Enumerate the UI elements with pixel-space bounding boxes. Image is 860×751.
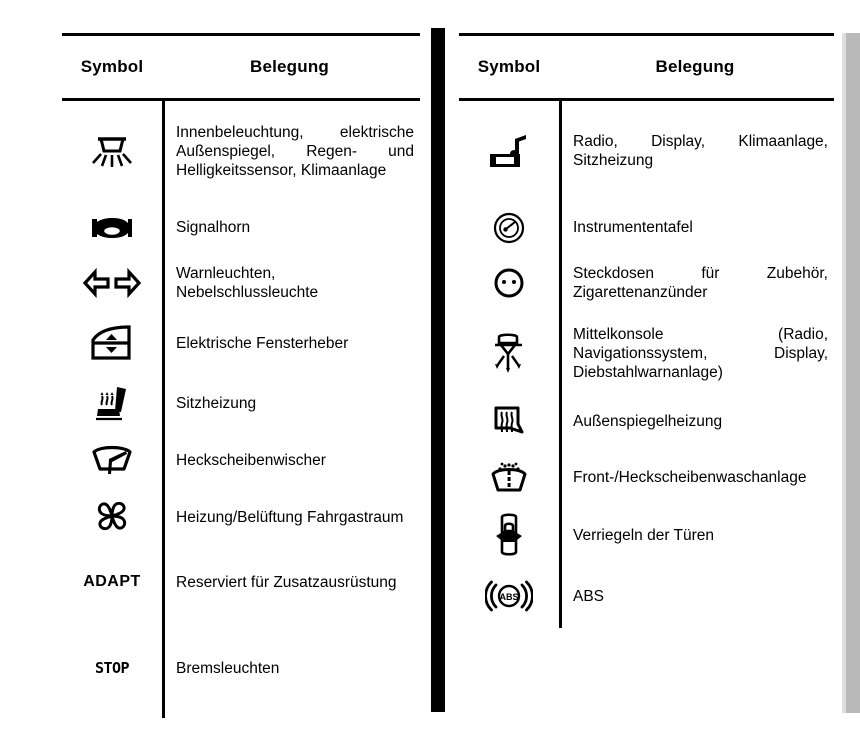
power-socket-icon xyxy=(491,265,527,301)
column-divider-rule xyxy=(559,101,562,628)
instrument-panel-icon xyxy=(491,210,527,246)
symbol-table-left xyxy=(62,33,420,718)
table-body xyxy=(459,101,834,628)
table-row xyxy=(62,201,420,254)
mirror-heating-icon xyxy=(488,400,530,442)
scan-edge-strip xyxy=(846,33,860,713)
symbol-cell xyxy=(62,659,162,677)
table-row xyxy=(62,101,420,201)
assignment-text: Instrumententafel xyxy=(573,219,693,236)
symbol-cell xyxy=(459,265,559,301)
assignment-text: Warnleuchten, Nebelschlussleuchte xyxy=(176,265,319,301)
assignment-text: Innenbeleuchtung, elektrische Außenspiegel, Regen- und Helligkeitssensor, Klimaanlage xyxy=(176,123,414,179)
assignment-text: Reserviert für Zusatzausrüstung xyxy=(176,573,397,591)
symbol-cell xyxy=(459,512,559,558)
column-divider-rule xyxy=(162,101,165,718)
symbol-cell xyxy=(459,456,559,498)
assignment-text: Heizung/Belüftung Fahrgastraum xyxy=(176,508,404,526)
table-row xyxy=(62,312,420,374)
assignment-text: Heckscheibenwischer xyxy=(176,451,326,469)
table-row xyxy=(459,448,834,506)
assignment-text: ABS xyxy=(573,587,605,605)
table-row xyxy=(459,254,834,312)
symbol-cell xyxy=(62,441,162,479)
assignment-text: Steckdosen für Zubehör, Zigarettenanzünder xyxy=(573,265,828,301)
table-header-row xyxy=(459,36,834,98)
table-body xyxy=(62,101,420,718)
assignment-text: Außenspiegelheizung xyxy=(573,412,723,430)
rear-wiper-icon xyxy=(86,441,138,479)
symbol-cell xyxy=(459,131,559,171)
stop-text-icon: STOP xyxy=(94,659,130,677)
abs-icon xyxy=(485,576,533,616)
assignment-text: Sitzheizung xyxy=(176,394,257,412)
door-lock-icon xyxy=(492,512,526,558)
symbol-cell xyxy=(62,268,162,298)
table-row xyxy=(459,201,834,254)
symbol-cell xyxy=(459,330,559,376)
assignment-text: Signalhorn xyxy=(176,219,251,236)
table-row xyxy=(459,564,834,628)
svg-text:ABS: ABS xyxy=(499,592,519,602)
symbol-cell xyxy=(62,383,162,423)
page-divider-bar xyxy=(431,28,445,712)
assignment-text: Front-/Heckscheibenwaschanlage xyxy=(573,468,807,486)
seat-heating-icon xyxy=(89,383,135,423)
symbol-cell xyxy=(62,573,162,591)
power-window-icon xyxy=(89,324,135,362)
symbol-cell xyxy=(62,496,162,538)
table-row xyxy=(62,254,420,312)
table-row xyxy=(459,312,834,394)
assignment-text: Bremsleuchten xyxy=(176,659,280,677)
table-row xyxy=(459,506,834,564)
column-header-symbol: Symbol xyxy=(477,57,541,76)
column-header-belegung: Belegung xyxy=(655,57,735,76)
table-header-row xyxy=(62,36,420,98)
symbol-cell xyxy=(459,210,559,246)
table-row xyxy=(62,432,420,488)
symbol-cell xyxy=(62,131,162,171)
washer-icon xyxy=(485,456,533,498)
column-header-symbol: Symbol xyxy=(80,57,144,76)
table-row xyxy=(62,488,420,546)
assignment-text: Mittelkonsole (Radio, Navigationssystem, Display, Diebstahlwarnanlage) xyxy=(573,325,828,381)
column-header-belegung: Belegung xyxy=(249,57,330,76)
horn-icon xyxy=(86,213,138,243)
symbol-cell xyxy=(459,576,559,616)
table-row xyxy=(62,546,420,618)
hazard-arrows-icon xyxy=(82,268,142,298)
symbol-cell xyxy=(62,324,162,362)
symbol-cell xyxy=(459,400,559,442)
table-row xyxy=(459,101,834,201)
assignment-text: Radio, Display, Klimaanlage, Sitzheizung xyxy=(573,133,828,169)
assignment-text: Verriegeln der Türen xyxy=(573,526,715,544)
table-row xyxy=(62,374,420,432)
table-row xyxy=(62,618,420,718)
assignment-text: Elektrische Fensterheber xyxy=(176,334,349,352)
adapt-text-icon: ADAPT xyxy=(83,573,141,590)
blower-fan-icon xyxy=(91,496,133,538)
symbol-table-right xyxy=(459,33,834,628)
radio-icon xyxy=(485,131,533,171)
table-row xyxy=(459,394,834,448)
center-console-icon xyxy=(485,330,533,376)
interior-light-icon xyxy=(88,131,136,171)
symbol-cell xyxy=(62,213,162,243)
